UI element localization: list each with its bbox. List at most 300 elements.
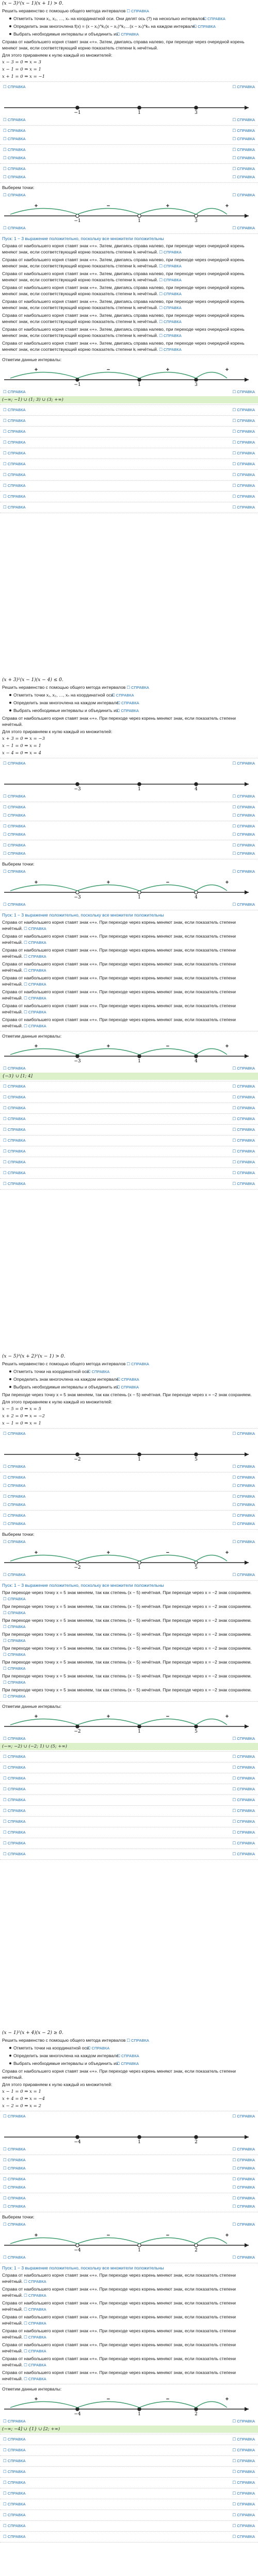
reference-link[interactable]: ☐ СПРАВКА xyxy=(2,1638,27,1644)
reference-link[interactable]: ☐ СПРАВКА xyxy=(23,2376,47,2382)
footer-links xyxy=(0,2145,258,2154)
footer-reference-right[interactable]: ☐ СПРАВКА xyxy=(233,851,255,857)
footer-reference-right[interactable]: ☐ СПРАВКА xyxy=(233,1502,255,1508)
footer-reference-right[interactable]: ☐ СПРАВКА xyxy=(233,483,255,489)
footer-reference-left[interactable]: ☐ СПРАВКА xyxy=(3,1065,26,1072)
footer-reference-left[interactable]: ☐ СПРАВКА xyxy=(3,1851,26,1857)
footer-reference-right[interactable]: ☐ СПРАВКА xyxy=(233,225,255,231)
footer-links xyxy=(0,1538,258,1546)
footer-reference-right[interactable]: ☐ СПРАВКА xyxy=(233,1127,255,1133)
sign-arc xyxy=(77,372,139,379)
footer-reference-left[interactable]: ☐ СПРАВКА xyxy=(3,1181,26,1187)
footer-reference-right[interactable]: ☐ СПРАВКА xyxy=(233,504,255,511)
explanation-line xyxy=(0,2369,258,2383)
divider xyxy=(0,2531,258,2532)
footer-reference-right[interactable]: ☐ СПРАВКА xyxy=(233,2146,255,2153)
footer-links xyxy=(0,2164,258,2173)
sign-mark: + xyxy=(34,2396,38,2402)
sign-arc xyxy=(77,885,139,891)
axis-arrow xyxy=(245,2243,249,2247)
sign-arc xyxy=(139,2402,196,2408)
divider xyxy=(0,2455,258,2456)
footer-reference-left[interactable]: ☐ СПРАВКА xyxy=(3,804,26,810)
footer-reference-left[interactable]: ☐ СПРАВКА xyxy=(3,2512,26,2518)
root-label: 1 xyxy=(138,382,141,387)
footer-reference-left[interactable]: ☐ СПРАВКА xyxy=(3,2480,26,2486)
footer-reference-left[interactable]: ☐ СПРАВКА xyxy=(3,166,26,172)
footer-reference-left[interactable]: ☐ СПРАВКА xyxy=(3,84,26,90)
footer-reference-left[interactable]: ☐ СПРАВКА xyxy=(3,2255,26,2261)
footer-reference-left[interactable]: ☐ СПРАВКА xyxy=(3,1138,26,1144)
footer-reference-left[interactable]: ☐ СПРАВКА xyxy=(3,1159,26,1165)
footer-reference-left[interactable]: ☐ СПРАВКА xyxy=(3,389,26,395)
footer-reference-left[interactable]: ☐ СПРАВКА xyxy=(3,1754,26,1760)
footer-reference-left[interactable]: ☐ СПРАВКА xyxy=(3,832,26,838)
reference-link[interactable]: ☐ СПРАВКА xyxy=(23,2334,47,2341)
footer-reference-right[interactable]: ☐ СПРАВКА xyxy=(233,117,255,123)
footer-reference-right[interactable]: ☐ СПРАВКА xyxy=(233,439,255,446)
footer-reference-left[interactable]: ☐ СПРАВКА xyxy=(3,842,26,849)
explanation-line xyxy=(0,256,258,270)
root-equation: x + 1 = 0 ⇒ x = −1 xyxy=(2,74,45,79)
divider xyxy=(0,1859,258,1860)
reference-link[interactable]: ☐ СПРАВКА xyxy=(158,305,183,311)
roots-title: Для этого приравняем к нулю каждый из множителей: xyxy=(2,729,112,734)
reference-link[interactable]: ☐ СПРАВКА xyxy=(2,1624,27,1630)
footer-reference-right[interactable]: ☐ СПРАВКА xyxy=(233,1521,255,1527)
footer-reference-right[interactable]: ☐ СПРАВКА xyxy=(233,84,255,90)
footer-reference-right[interactable]: ☐ СПРАВКА xyxy=(233,1475,255,1481)
sign-mark: + xyxy=(166,367,170,373)
footer-reference-left[interactable]: ☐ СПРАВКА xyxy=(3,2157,26,2163)
footer-reference-right[interactable]: ☐ СПРАВКА xyxy=(233,1105,255,1111)
footer-reference-right[interactable]: ☐ СПРАВКА xyxy=(233,136,255,142)
footer-reference-left[interactable]: ☐ СПРАВКА xyxy=(3,1105,26,1111)
footer-reference-right[interactable]: ☐ СПРАВКА xyxy=(233,812,255,819)
reference-link[interactable]: ☐ СПРАВКА xyxy=(120,700,140,706)
step-text: Выбрать необходимые интервалы и объединить их. xyxy=(13,708,120,713)
reference-link[interactable]: ☐ СПРАВКА xyxy=(23,954,47,960)
footer-reference-right[interactable]: ☐ СПРАВКА xyxy=(233,1539,255,1545)
reference-link[interactable]: ☐ СПРАВКА xyxy=(23,2362,47,2368)
explanation-text: Справа от наибольшего корня ставят знак «+». Затем, двигаясь справа налево, при переходе через очередной корень меняют знак, если соответствующий корню показатель степени kᵢ нечётный. xyxy=(2,271,245,282)
reference-link[interactable]: ☐ СПРАВКА xyxy=(23,1023,47,1029)
intro-text: Справа от наибольшего корня ставят знак «+». При переходе через корень меняют знак, если показатель степени нечётный. xyxy=(2,716,236,727)
reference-link[interactable]: ☐ СПРАВКА xyxy=(196,24,217,30)
sign-mark: + xyxy=(34,2232,38,2239)
footer-reference-left[interactable]: ☐ СПРАВКА xyxy=(3,1797,26,1803)
footer-reference-right[interactable]: ☐ СПРАВКА xyxy=(233,2184,255,2191)
footer-reference-left[interactable]: ☐ СПРАВКА xyxy=(3,1840,26,1846)
footer-reference-left[interactable]: ☐ СПРАВКА xyxy=(3,2184,26,2191)
footer-reference-left[interactable]: ☐ СПРАВКА xyxy=(3,429,26,435)
footer-reference-right[interactable]: ☐ СПРАВКА xyxy=(233,1116,255,1122)
reference-link[interactable]: ☐ СПРАВКА xyxy=(2,1610,27,1616)
footer-reference-right[interactable]: ☐ СПРАВКА xyxy=(233,494,255,500)
footer-reference-left[interactable]: ☐ СПРАВКА xyxy=(3,1464,26,1470)
footer-reference-left[interactable]: ☐ СПРАВКА xyxy=(3,1521,26,1527)
footer-reference-right[interactable]: ☐ СПРАВКА xyxy=(233,2113,255,2120)
reference-link[interactable]: ☐ СПРАВКА xyxy=(2,1666,27,1672)
footer-reference-right[interactable]: ☐ СПРАВКА xyxy=(233,1851,255,1857)
footer-reference-right[interactable]: ☐ СПРАВКА xyxy=(233,2222,255,2228)
reference-link[interactable]: ☐ СПРАВКА xyxy=(23,2279,47,2285)
footer-reference-left[interactable]: ☐ СПРАВКА xyxy=(3,2458,26,2464)
footer-reference-left[interactable]: ☐ СПРАВКА xyxy=(3,1539,26,1545)
divider xyxy=(0,2477,258,2478)
footer-reference-left[interactable]: ☐ СПРАВКА xyxy=(3,472,26,478)
footer-reference-left[interactable]: ☐ СПРАВКА xyxy=(3,2176,26,2182)
footer-reference-left[interactable]: ☐ СПРАВКА xyxy=(3,2113,26,2120)
answer-label: Отметим данные интервалы: xyxy=(2,1704,62,1709)
root-label: −4 xyxy=(74,2248,81,2252)
footer-reference-left[interactable]: ☐ СПРАВКА xyxy=(3,483,26,489)
reference-link[interactable]: ☐ СПРАВКА xyxy=(125,685,150,691)
footer-links xyxy=(0,1501,258,1509)
footer-reference-left[interactable]: ☐ СПРАВКА xyxy=(3,760,26,767)
footer-reference-left[interactable]: ☐ СПРАВКА xyxy=(3,2418,26,2425)
footer-reference-right[interactable]: ☐ СПРАВКА xyxy=(233,418,255,424)
footer-reference-right[interactable]: ☐ СПРАВКА xyxy=(233,174,255,180)
footer-reference-right[interactable]: ☐ СПРАВКА xyxy=(233,2490,255,2497)
footer-reference-right[interactable]: ☐ СПРАВКА xyxy=(233,472,255,478)
footer-reference-right[interactable]: ☐ СПРАВКА xyxy=(233,2176,255,2182)
sign-arc xyxy=(139,885,196,891)
reference-link[interactable]: ☐ СПРАВКА xyxy=(158,263,183,269)
reference-link[interactable]: ☐ СПРАВКА xyxy=(115,692,135,699)
footer-reference-left[interactable]: ☐ СПРАВКА xyxy=(3,225,26,231)
explanation-line xyxy=(0,1617,258,1631)
footer-reference-left[interactable]: ☐ СПРАВКА xyxy=(3,2436,26,2443)
footer-reference-right[interactable]: ☐ СПРАВКА xyxy=(233,192,255,198)
footer-links xyxy=(0,1093,258,1101)
step-text: Определить знак многочлена на каждом интервале. xyxy=(13,1377,120,1382)
footer-reference-left[interactable]: ☐ СПРАВКА xyxy=(3,1829,26,1836)
footer-reference-right[interactable]: ☐ СПРАВКА xyxy=(233,1148,255,1155)
reference-link[interactable]: ☐ СПРАВКА xyxy=(158,333,183,339)
footer-reference-right[interactable]: ☐ СПРАВКА xyxy=(233,461,255,467)
footer-reference-right[interactable]: ☐ СПРАВКА xyxy=(233,832,255,838)
footer-links xyxy=(0,428,258,436)
reference-link[interactable]: ☐ СПРАВКА xyxy=(23,1009,47,1015)
reference-link[interactable]: ☐ СПРАВКА xyxy=(23,2348,47,2354)
footer-reference-left[interactable]: ☐ СПРАВКА xyxy=(3,1808,26,1814)
reference-link[interactable]: ☐ СПРАВКА xyxy=(125,2038,150,2044)
footer-reference-right[interactable]: ☐ СПРАВКА xyxy=(233,2480,255,2486)
footer-reference-left[interactable]: ☐ СПРАВКА xyxy=(3,128,26,134)
number-line xyxy=(0,92,258,115)
explanation-line xyxy=(0,1589,258,1603)
footer-reference-left[interactable]: ☐ СПРАВКА xyxy=(3,1572,26,1578)
intro-text: При переходе через точку x = 5 знак меняем, так как степень (x − 5) нечётная. При переходе через x = −2 знак сохраняем. xyxy=(2,1392,252,1397)
sign-mark: + xyxy=(225,879,229,886)
footer-reference-right[interactable]: ☐ СПРАВКА xyxy=(233,2255,255,2261)
footer-reference-left[interactable]: ☐ СПРАВКА xyxy=(3,461,26,467)
reference-link[interactable]: ☐ СПРАВКА xyxy=(158,347,183,353)
footer-reference-right[interactable]: ☐ СПРАВКА xyxy=(233,2523,255,2529)
footer-reference-left[interactable]: ☐ СПРАВКА xyxy=(3,1765,26,1771)
footer-reference-left[interactable]: ☐ СПРАВКА xyxy=(3,2447,26,2453)
footer-reference-right[interactable]: ☐ СПРАВКА xyxy=(233,760,255,767)
footer-links xyxy=(0,471,258,479)
footer-reference-right[interactable]: ☐ СПРАВКА xyxy=(233,1736,255,1742)
reference-link[interactable]: ☐ СПРАВКА xyxy=(2,1596,27,1602)
footer-reference-right[interactable]: ☐ СПРАВКА xyxy=(233,1765,255,1771)
footer-reference-left[interactable]: ☐ СПРАВКА xyxy=(3,1502,26,1508)
footer-reference-left[interactable]: ☐ СПРАВКА xyxy=(3,1170,26,1176)
reference-link[interactable]: ☐ СПРАВКА xyxy=(125,1361,150,1367)
answer-label: Отметим данные интервалы: xyxy=(2,2386,62,2392)
reference-link[interactable]: ☐ СПРАВКА xyxy=(23,2320,47,2327)
footer-reference-right[interactable]: ☐ СПРАВКА xyxy=(233,1464,255,1470)
footer-links xyxy=(0,1735,258,1743)
footer-reference-right[interactable]: ☐ СПРАВКА xyxy=(233,1483,255,1489)
footer-reference-left[interactable]: ☐ СПРАВКА xyxy=(3,117,26,123)
footer-reference-right[interactable]: ☐ СПРАВКА xyxy=(233,1083,255,1090)
footer-reference-right[interactable]: ☐ СПРАВКА xyxy=(233,1819,255,1825)
footer-reference-left[interactable]: ☐ СПРАВКА xyxy=(3,494,26,500)
reference-link[interactable]: ☐ СПРАВКА xyxy=(120,1384,140,1391)
footer-reference-right[interactable]: ☐ СПРАВКА xyxy=(233,2501,255,2507)
footer-reference-left[interactable]: ☐ СПРАВКА xyxy=(3,2469,26,2475)
footer-links xyxy=(0,83,258,91)
footer-reference-left[interactable]: ☐ СПРАВКА xyxy=(3,136,26,142)
footer-reference-right[interactable]: ☐ СПРАВКА xyxy=(233,1754,255,1760)
reference-link[interactable]: ☐ СПРАВКА xyxy=(2,1652,27,1658)
footer-links xyxy=(0,2112,258,2121)
reference-link[interactable]: ☐ СПРАВКА xyxy=(90,1369,111,1375)
reference-link[interactable]: ☐ СПРАВКА xyxy=(158,277,183,283)
footer-reference-right[interactable]: ☐ СПРАВКА xyxy=(233,2469,255,2475)
divider xyxy=(0,2520,258,2521)
footer-reference-right[interactable]: ☐ СПРАВКА xyxy=(233,1494,255,1500)
footer-reference-right[interactable]: ☐ СПРАВКА xyxy=(233,1829,255,1836)
footer-reference-left[interactable]: ☐ СПРАВКА xyxy=(3,2146,26,2153)
divider xyxy=(0,1701,258,1702)
footer-reference-left[interactable]: ☐ СПРАВКА xyxy=(3,902,26,908)
footer-reference-left[interactable]: ☐ СПРАВКА xyxy=(3,2501,26,2507)
footer-links xyxy=(0,2253,258,2262)
footer-links xyxy=(0,792,258,801)
footer-reference-left[interactable]: ☐ СПРАВКА xyxy=(3,812,26,819)
reference-link[interactable]: ☐ СПРАВКА xyxy=(23,968,47,974)
axis-arrow xyxy=(245,106,249,110)
step-text: Выбрать необходимые интервалы и объединить их. xyxy=(13,31,120,37)
footer-reference-right[interactable]: ☐ СПРАВКА xyxy=(233,1786,255,1792)
footer-reference-right[interactable]: ☐ СПРАВКА xyxy=(233,1513,255,1519)
footer-reference-left[interactable]: ☐ СПРАВКА xyxy=(3,1431,26,1437)
footer-reference-left[interactable]: ☐ СПРАВКА xyxy=(3,823,26,829)
footer-reference-left[interactable]: ☐ СПРАВКА xyxy=(3,1819,26,1825)
footer-reference-left[interactable]: ☐ СПРАВКА xyxy=(3,2523,26,2529)
footer-reference-right[interactable]: ☐ СПРАВКА xyxy=(233,1065,255,1072)
reference-link[interactable]: ☐ СПРАВКА xyxy=(2,1693,27,1700)
footer-reference-right[interactable]: ☐ СПРАВКА xyxy=(233,389,255,395)
reference-link[interactable]: ☐ СПРАВКА xyxy=(23,995,47,1002)
footer-reference-right[interactable]: ☐ СПРАВКА xyxy=(233,2204,255,2210)
footer-reference-left[interactable]: ☐ СПРАВКА xyxy=(3,1736,26,1742)
footer-reference-left[interactable]: ☐ СПРАВКА xyxy=(3,869,26,875)
footer-links xyxy=(0,165,258,173)
footer-reference-right[interactable]: ☐ СПРАВКА xyxy=(233,155,255,161)
footer-links xyxy=(0,850,258,858)
sign-mark: − xyxy=(106,2232,110,2239)
footer-reference-left[interactable]: ☐ СПРАВКА xyxy=(3,1513,26,1519)
sign-arc xyxy=(196,2238,227,2244)
footer-reference-right[interactable]: ☐ СПРАВКА xyxy=(233,2458,255,2464)
footer-reference-right[interactable]: ☐ СПРАВКА xyxy=(233,869,255,875)
footer-reference-right[interactable]: ☐ СПРАВКА xyxy=(233,1775,255,1782)
footer-reference-left[interactable]: ☐ СПРАВКА xyxy=(3,504,26,511)
footer-reference-left[interactable]: ☐ СПРАВКА xyxy=(3,1775,26,1782)
reference-link[interactable]: ☐ СПРАВКА xyxy=(206,16,227,22)
intro-text: Справа от наибольшего корня ставят знак «+». При переходе через корень меняют знак, если показатель степени нечётный. xyxy=(2,2069,236,2080)
explanation-text: При переходе через точку x = 5 знак меняем, так как степень (x − 5) нечётная. При переходе через x = −2 знак сохраняем. xyxy=(2,1590,252,1595)
footer-reference-right[interactable]: ☐ СПРАВКА xyxy=(233,2157,255,2163)
footer-reference-left[interactable]: ☐ СПРАВКА xyxy=(3,1494,26,1500)
footer-reference-left[interactable]: ☐ СПРАВКА xyxy=(3,2534,26,2540)
footer-reference-left[interactable]: ☐ СПРАВКА xyxy=(3,1475,26,1481)
reference-link[interactable]: ☐ СПРАВКА xyxy=(23,981,47,988)
number-line xyxy=(0,1711,258,1734)
footer-reference-right[interactable]: ☐ СПРАВКА xyxy=(233,2195,255,2201)
reference-link[interactable]: ☐ СПРАВКА xyxy=(120,31,140,38)
footer-reference-left[interactable]: ☐ СПРАВКА xyxy=(3,1094,26,1100)
task-equation: (x − 1)²(x + 4)(x − 2) ≥ 0. xyxy=(2,2030,63,2036)
footer-links xyxy=(0,1430,258,1438)
footer-reference-right[interactable]: ☐ СПРАВКА xyxy=(233,804,255,810)
footer-reference-left[interactable]: ☐ СПРАВКА xyxy=(3,1127,26,1133)
reference-link[interactable]: ☐ СПРАВКА xyxy=(125,8,150,14)
footer-reference-right[interactable]: ☐ СПРАВКА xyxy=(233,1808,255,1814)
footer-reference-right[interactable]: ☐ СПРАВКА xyxy=(233,147,255,153)
explanation-text: Справа от наибольшего корня ставят знак «+». Затем, двигаясь справа налево, при переходе через очередной корень меняют знак, если соответствующий корню показатель степени kᵢ нечётный. xyxy=(2,327,245,338)
footer-reference-left[interactable]: ☐ СПРАВКА xyxy=(3,418,26,424)
axis-arrow xyxy=(245,1561,249,1565)
sign-mark: + xyxy=(106,1043,110,1049)
footer-reference-left[interactable]: ☐ СПРАВКА xyxy=(3,147,26,153)
reference-link[interactable]: ☐ СПРАВКА xyxy=(23,926,47,932)
reference-link[interactable]: ☐ СПРАВКА xyxy=(90,2045,111,2052)
root-point xyxy=(76,106,79,109)
footer-links xyxy=(0,224,258,232)
footer-reference-left[interactable]: ☐ СПРАВКА xyxy=(3,793,26,800)
footer-reference-right[interactable]: ☐ СПРАВКА xyxy=(233,407,255,413)
footer-links xyxy=(0,460,258,468)
divider xyxy=(0,426,258,427)
explanation-line xyxy=(0,2285,258,2299)
footer-reference-left[interactable]: ☐ СПРАВКА xyxy=(3,1483,26,1489)
footer-reference-right[interactable]: ☐ СПРАВКА xyxy=(233,1181,255,1187)
footer-reference-right[interactable]: ☐ СПРАВКА xyxy=(233,1138,255,1144)
reference-link[interactable]: ☐ СПРАВКА xyxy=(120,2053,140,2059)
method-description xyxy=(0,7,258,15)
root-point xyxy=(76,891,79,894)
explanation-line xyxy=(0,298,258,312)
footer-reference-right[interactable]: ☐ СПРАВКА xyxy=(233,2418,255,2425)
footer-reference-right[interactable]: ☐ СПРАВКА xyxy=(233,1572,255,1578)
footer-reference-right[interactable]: ☐ СПРАВКА xyxy=(233,1094,255,1100)
reference-link[interactable]: ☐ СПРАВКА xyxy=(120,1377,140,1383)
reference-link[interactable]: ☐ СПРАВКА xyxy=(158,319,183,325)
footer-reference-left[interactable]: ☐ СПРАВКА xyxy=(3,1786,26,1792)
footer-reference-left[interactable]: ☐ СПРАВКА xyxy=(3,2222,26,2228)
footer-reference-right[interactable]: ☐ СПРАВКА xyxy=(233,842,255,849)
footer-reference-left[interactable]: ☐ СПРАВКА xyxy=(3,192,26,198)
footer-links xyxy=(0,1115,258,1123)
reference-link[interactable]: ☐ СПРАВКА xyxy=(2,1680,27,1686)
root-label: 1 xyxy=(138,1729,141,1734)
reference-link[interactable]: ☐ СПРАВКА xyxy=(23,2293,47,2299)
footer-reference-right[interactable]: ☐ СПРАВКА xyxy=(233,2436,255,2443)
footer-reference-right[interactable]: ☐ СПРАВКА xyxy=(233,1170,255,1176)
explanation-line xyxy=(0,340,258,353)
footer-reference-right[interactable]: ☐ СПРАВКА xyxy=(233,166,255,172)
sign-arc xyxy=(196,1049,227,1055)
footer-reference-right[interactable]: ☐ СПРАВКА xyxy=(233,2534,255,2540)
reference-link[interactable]: ☐ СПРАВКА xyxy=(120,708,140,714)
footer-reference-left[interactable]: ☐ СПРАВКА xyxy=(3,174,26,180)
sign-arc xyxy=(196,885,227,891)
pick-points-label: Выберем точки: xyxy=(2,861,35,867)
footer-reference-left[interactable]: ☐ СПРАВКА xyxy=(3,2490,26,2497)
footer-reference-right[interactable]: ☐ СПРАВКА xyxy=(233,2512,255,2518)
divider xyxy=(0,1167,258,1168)
sign-mark: − xyxy=(106,367,110,373)
number-line-svg xyxy=(0,1041,254,1063)
footer-reference-left[interactable]: ☐ СПРАВКА xyxy=(3,450,26,456)
footer-reference-left[interactable]: ☐ СПРАВКА xyxy=(3,2165,26,2172)
footer-reference-left[interactable]: ☐ СПРАВКА xyxy=(3,407,26,413)
footer-reference-right[interactable]: ☐ СПРАВКА xyxy=(233,1840,255,1846)
footer-links xyxy=(0,2457,258,2465)
footer-reference-right[interactable]: ☐ СПРАВКА xyxy=(233,902,255,908)
footer-reference-right[interactable]: ☐ СПРАВКА xyxy=(233,793,255,800)
footer-reference-left[interactable]: ☐ СПРАВКА xyxy=(3,1116,26,1122)
footer-reference-left[interactable]: ☐ СПРАВКА xyxy=(3,2195,26,2201)
footer-reference-right[interactable]: ☐ СПРАВКА xyxy=(233,2165,255,2172)
step-bullet xyxy=(9,1386,11,1388)
footer-reference-right[interactable]: ☐ СПРАВКА xyxy=(233,2447,255,2453)
footer-reference-right[interactable]: ☐ СПРАВКА xyxy=(233,1431,255,1437)
footer-reference-right[interactable]: ☐ СПРАВКА xyxy=(233,128,255,134)
sign-mark: − xyxy=(106,2396,110,2402)
footer-reference-right[interactable]: ☐ СПРАВКА xyxy=(233,429,255,435)
footer-reference-left[interactable]: ☐ СПРАВКА xyxy=(3,851,26,857)
footer-reference-right[interactable]: ☐ СПРАВКА xyxy=(233,450,255,456)
footer-reference-left[interactable]: ☐ СПРАВКА xyxy=(3,2204,26,2210)
footer-reference-right[interactable]: ☐ СПРАВКА xyxy=(233,1159,255,1165)
footer-reference-right[interactable]: ☐ СПРАВКА xyxy=(233,1797,255,1803)
method-step xyxy=(0,15,258,23)
footer-links xyxy=(0,1850,258,1858)
reference-link[interactable]: ☐ СПРАВКА xyxy=(120,2061,140,2067)
method-step xyxy=(0,23,258,30)
footer-reference-right[interactable]: ☐ СПРАВКА xyxy=(233,823,255,829)
reference-link[interactable]: ☐ СПРАВКА xyxy=(158,249,183,256)
reference-link[interactable]: ☐ СПРАВКА xyxy=(23,2307,47,2313)
reference-link[interactable]: ☐ СПРАВКА xyxy=(158,291,183,297)
root-label: 1 xyxy=(138,2412,141,2416)
explanation-text: При переходе через точку x = 5 знак меняем, так как степень (x − 5) нечётная. При переходе через x = −2 знак сохраняем. xyxy=(2,1618,252,1623)
footer-reference-left[interactable]: ☐ СПРАВКА xyxy=(3,155,26,161)
reference-link[interactable]: ☐ СПРАВКА xyxy=(23,940,47,946)
footer-links xyxy=(0,2202,258,2211)
footer-reference-left[interactable]: ☐ СПРАВКА xyxy=(3,1083,26,1090)
sign-arc xyxy=(77,1719,139,1725)
footer-reference-left[interactable]: ☐ СПРАВКА xyxy=(3,1148,26,1155)
footer-reference-left[interactable]: ☐ СПРАВКА xyxy=(3,439,26,446)
